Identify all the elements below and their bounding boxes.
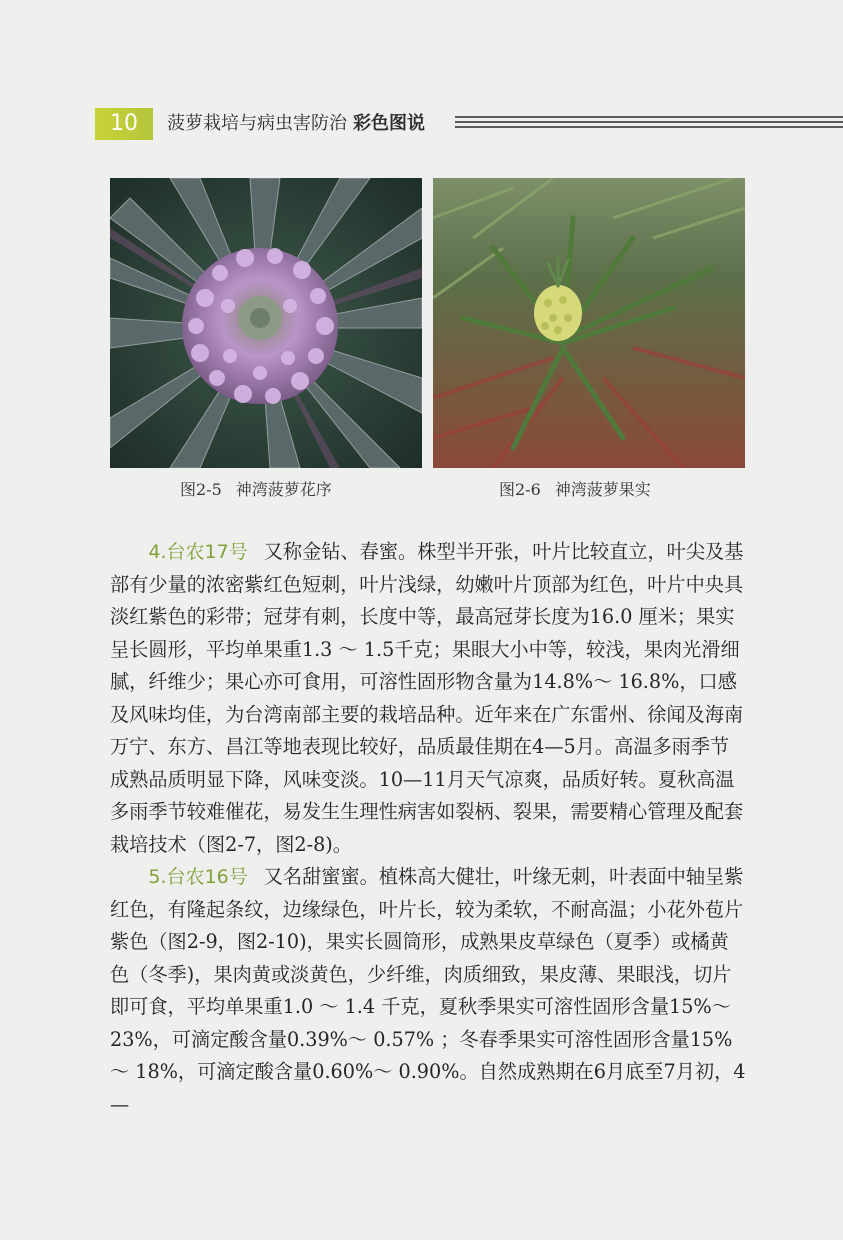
- figure-caption-2-6: [499, 479, 651, 501]
- running-header: [95, 108, 843, 140]
- figure-label: 图2-6: [499, 480, 541, 499]
- paragraph-text: 又称金钻、春蜜。株型半开张，叶片比较直立，叶尖及基部有少量的浓密紫红色短刺，叶片浅绿，幼嫩叶片顶部为红色，叶片中央具淡红紫色的彩带；冠芽有刺，长度中等，最高冠芽长度为16.0 厘米；果实呈长圆形，平均单果重1.3 ～ 1.5千克；果眼大小中等，较浅，果肉光滑细腻，纤维少；果心亦可食用，可溶性固形物含量为14.8%～ 16.8%，口感及风味均佳，为台湾南部主要的栽培品种。近年来在广东雷州、徐闻及海南万宁、东方、昌江等地表现比较好，品质最佳期在4—5月。高温多雨季节成熟品质明显下降，风味变淡。10—11月天气凉爽，品质好转。夏秋高温多雨季节较难催花，易发生生理性病害如裂柄、裂果，需要精心管理及配套栽培技术（图2-7，图2-8)。: [110, 540, 744, 856]
- figure-pineapple-inflorescence-photo: [110, 178, 422, 468]
- figure-caption-text: 神湾菠萝果实: [554, 480, 651, 499]
- paragraph-tainong-16: [110, 861, 746, 1121]
- cultivar-heading: 4.台农17号: [148, 541, 248, 563]
- paragraph-text: 又名甜蜜蜜。植株高大健壮，叶缘无刺，叶表面中轴呈紫红色，有隆起条纹，边缘绿色，叶片长，较为柔软，不耐高温；小花外苞片紫色（图2-9，图2-10)，果实长圆筒形，成熟果皮草绿色（夏季）或橘黄色（冬季)，果肉黄或淡黄色，少纤维，肉质细致，果皮薄、果眼浅，切片即可食，平均单果重1.0 ～ 1.4 千克，夏秋季果实可溶性固形含量15%～ 23%，可滴定酸含量0.39%～ 0.57% ；冬春季果实可溶性固形含量15%～ 18%，可滴定酸含量0.60%～ 0.90%。自然成熟期在6月底至7月初，4—: [110, 865, 746, 1116]
- book-title-main: 菠萝栽培与病虫害防治: [167, 113, 347, 134]
- book-title-subtitle: 彩色图说: [353, 113, 425, 134]
- paragraph-tainong-17: [110, 536, 746, 861]
- book-title: [167, 111, 425, 137]
- header-rules: [455, 116, 843, 134]
- body-text: [110, 536, 746, 1121]
- figure-label: 图2-5: [180, 480, 222, 499]
- figure-caption-text: 神湾菠萝花序: [235, 480, 332, 499]
- figure-caption-2-5: [180, 479, 332, 501]
- cultivar-heading: 5.台农16号: [148, 866, 248, 888]
- page-number: 10: [95, 108, 153, 140]
- figure-pineapple-fruit-photo: [433, 178, 745, 468]
